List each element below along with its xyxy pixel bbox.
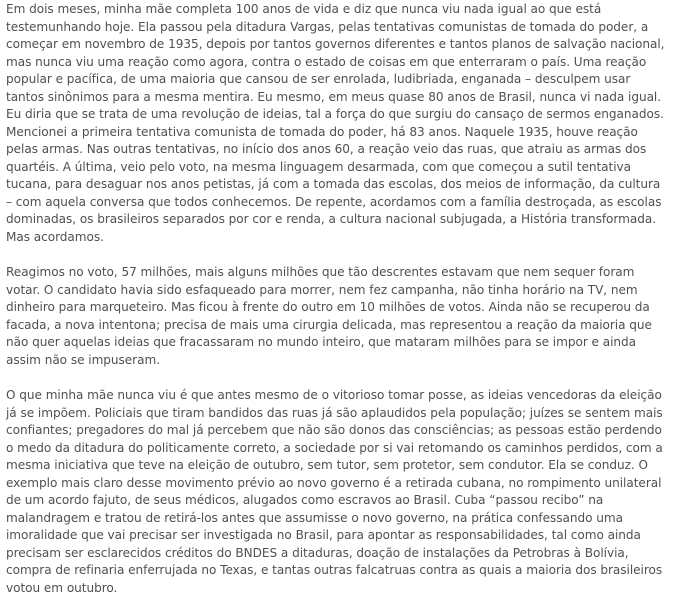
paragraph-2: Mencionei a primeira tentativa comunista de tomada do poder, há 83 anos. Naquele 1935, houve reação pelas armas. Nas outras tentativas, no início dos anos 60, a reação veio das ruas, que atraiu as armas dos quartéis. A última, veio pelo voto, na mesma linguagem desarmada, com que começou a sutil tentativa tucana, para desaguar nos anos petistas, já com a tomada das escolas, dos meios de informação, da cultura – com aquela conversa que todos conhecemos. De repente, acordamos com a família destroçada, as escolas dominadas, os brasileiros separados por cor e renda, a cultura nacional subjugada, a História transformada. Mas acordamos. [6,124,662,244]
paragraph-4: O que minha mãe nunca viu é que antes mesmo de o vitorioso tomar posse, as ideias vencedoras da eleição já se impõem. Policiais que tiram bandidos das ruas já são aplaudidos pela população; juízes se sentem mais confiantes; pregadores do mal já percebem que não são donos das consciências; as pessoas estão perdendo o medo da ditadura do politicamente correto, a sociedade por si vai retomando os caminhos perdidos, com a mesma iniciativa que teve na eleição de outubro, sem tutor, sem protetor, sem condutor. Ela se conduz. O exemplo mais claro desse movimento prévio ao novo governo é a retirada cubana, no rompimento unilateral de um acordo fajuto, de seus médicos, alugados como escravos ao Brasil. Cuba “passou recibo” na malandragem e tratou de retirá-los antes que assumisse o novo governo, na prática confessando uma imoralidade que vai precisar ser investigada no Brasil, para apontar as responsabilidades, tal como ainda precisam ser esclarecidos créditos do BNDES a ditaduras, doação de instalações da Petrobras à Bolívia, compra de refinaria enferrujada no Texas, e tantas outras falcatruas contra as quais a maioria dos brasileiros votou em outubro. [6,388,663,595]
paragraph-1: Em dois meses, minha mãe completa 100 anos de vida e diz que nunca viu nada igual ao que está testemunhando hoje. Ela passou pela ditadura Vargas, pelas tentativas comunistas de tomada do poder, a começar em novembro de 1935, depois por tantos governos diferentes e tantos planos de salvação nacional, mas nunca viu uma reação como agora, contra o estado de coisas em que enterraram o país. Uma reação popular e pacífica, de uma maioria que cansou de ser enrolada, ludibriada, enganada – desculpem usar tantos sinônimos para a mesma mentira. Eu mesmo, em meus quase 80 anos de Brasil, nunca vi nada igual. Eu diria que se trata de uma revolução de ideias, tal a força do que surgiu do cansaço de sermos enganados. [6,2,665,121]
paragraph-3: Reagimos no voto, 57 milhões, mais alguns milhões que tão descrentes estavam que nem sequer foram votar. O candidato havia sido esfaqueado para morrer, nem fez campanha, não tinha horário na TV, nem dinheiro para marqueteiro. Mas ficou à frente do outro em 10 milhões de votos. Ainda não se recuperou da facada, a nova intentona; precisa de mais uma cirurgia delicada, mas representou a reação da maioria que não quer aquelas ideias que fracassaram no mundo inteiro, que mataram milhões para se impor e ainda assim não se impuseram. [6,265,652,367]
